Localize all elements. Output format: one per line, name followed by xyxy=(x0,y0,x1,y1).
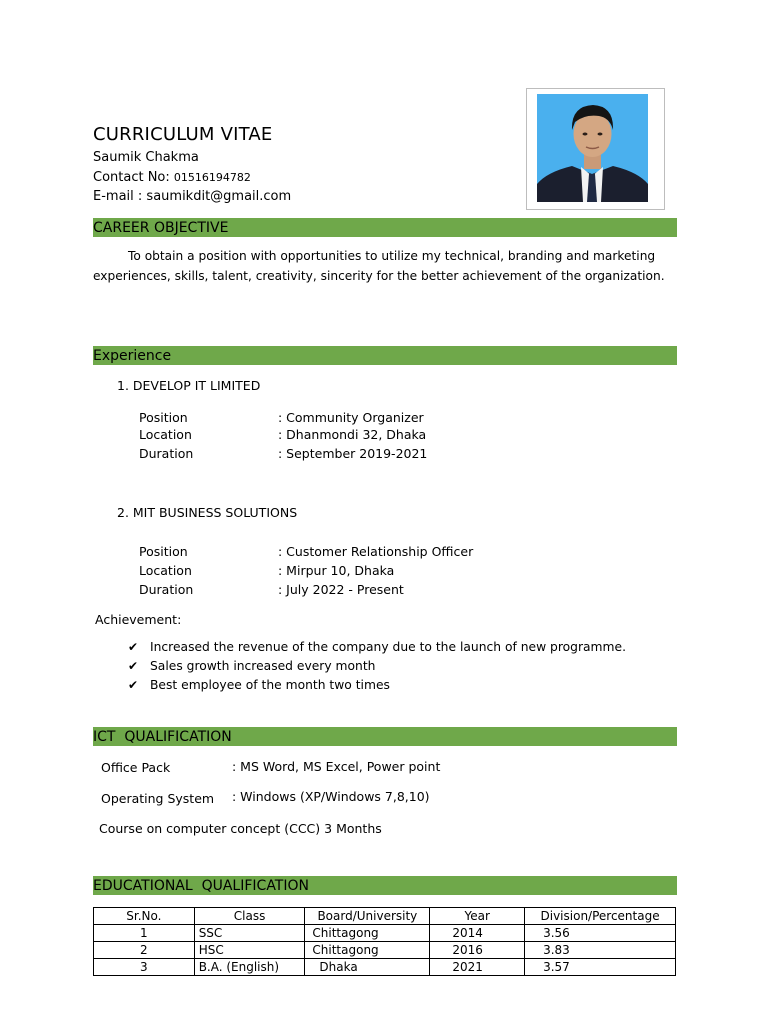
job-field-value: : Customer Relationship Officer xyxy=(278,544,474,559)
achievement-item xyxy=(128,640,626,654)
job-field-label: Duration xyxy=(139,582,194,597)
achievement-text: Sales growth increased every month xyxy=(150,659,376,673)
job-field-value: : September 2019-2021 xyxy=(278,446,428,461)
column-header: Division/Percentage xyxy=(525,908,676,925)
ict-heading: ICT QUALIFICATION xyxy=(93,727,677,746)
job-field-value: : Community Organizer xyxy=(278,410,424,425)
email-line xyxy=(93,189,291,204)
achievement-item xyxy=(128,678,390,692)
achievement-text: Best employee of the month two times xyxy=(150,678,390,692)
column-header: Board/University xyxy=(305,908,430,925)
job-2-company: 2. MIT BUSINESS SOLUTIONS xyxy=(117,505,298,520)
education-table xyxy=(93,907,676,976)
career-objective-heading: CAREER OBJECTIVE xyxy=(93,218,677,237)
cell-year: 2021 xyxy=(430,959,525,976)
job-field-value: : Dhanmondi 32, Dhaka xyxy=(278,427,427,442)
cell-division: 3.83 xyxy=(525,942,676,959)
operating-system-label: Operating System xyxy=(101,791,215,806)
job-field-label: Location xyxy=(139,563,192,578)
candidate-name: Saumik Chakma xyxy=(93,150,199,165)
cell-sr-no: 3 xyxy=(94,959,195,976)
job-field-label: Location xyxy=(139,427,192,442)
email-label: E-mail : xyxy=(93,189,143,204)
experience-heading: Experience xyxy=(93,346,677,365)
table-header-row xyxy=(94,908,676,925)
job-2-position-row xyxy=(0,544,768,562)
contact-value: 01516194782 xyxy=(173,171,251,184)
office-pack-value: : MS Word, MS Excel, Power point xyxy=(232,759,441,774)
job-field-value: : July 2022 - Present xyxy=(278,582,404,597)
career-objective-body: To obtain a position with opportunities to utilize my technical, branding and marketing experiences, skills, talent, creativity, sincerity for the better achievement of the organization. xyxy=(93,249,665,283)
job-1-location-row xyxy=(0,427,768,445)
cell-class: SSC xyxy=(194,925,305,942)
operating-system-value: : Windows (XP/Windows 7,8,10) xyxy=(232,789,430,804)
education-heading: EDUCATIONAL QUALIFICATION xyxy=(93,876,677,895)
cell-board: Chittagong xyxy=(305,942,430,959)
job-2-location-row xyxy=(0,563,768,581)
contact-line xyxy=(93,170,251,185)
contact-label: Contact No: xyxy=(93,170,170,185)
cell-board: Dhaka xyxy=(305,959,430,976)
checkmark-icon: ✔ xyxy=(128,640,139,654)
email-value: saumikdit@gmail.com xyxy=(146,189,292,204)
profile-photo-frame xyxy=(526,88,665,210)
cell-division: 3.57 xyxy=(525,959,676,976)
cell-sr-no: 1 xyxy=(94,925,195,942)
cell-year: 2016 xyxy=(430,942,525,959)
cell-sr-no: 2 xyxy=(94,942,195,959)
job-field-label: Position xyxy=(139,410,188,425)
job-1-company: 1. DEVELOP IT LIMITED xyxy=(117,378,261,393)
checkmark-icon: ✔ xyxy=(128,678,139,692)
cell-board: Chittagong xyxy=(305,925,430,942)
table-row xyxy=(94,942,676,959)
achievement-text: Increased the revenue of the company due to the launch of new programme. xyxy=(150,640,626,654)
cell-class: HSC xyxy=(194,942,305,959)
column-header: Sr.No. xyxy=(94,908,195,925)
cell-division: 3.56 xyxy=(525,925,676,942)
job-field-value: : Mirpur 10, Dhaka xyxy=(278,563,395,578)
cell-year: 2014 xyxy=(430,925,525,942)
career-objective-text xyxy=(93,247,677,286)
office-pack-label: Office Pack xyxy=(101,760,171,775)
person-portrait-icon xyxy=(537,94,648,202)
column-header: Class xyxy=(194,908,305,925)
cell-class: B.A. (English) xyxy=(194,959,305,976)
table-row xyxy=(94,959,676,976)
profile-photo xyxy=(537,94,648,202)
column-header: Year xyxy=(430,908,525,925)
table-row xyxy=(94,925,676,942)
page-title: CURRICULUM VITAE xyxy=(93,124,273,145)
achievement-item xyxy=(128,659,375,673)
job-1-position-row xyxy=(0,410,768,428)
job-2-duration-row xyxy=(0,582,768,600)
job-1-duration-row xyxy=(0,446,768,464)
checkmark-icon: ✔ xyxy=(128,659,139,673)
achievement-title: Achievement: xyxy=(95,612,182,627)
course-line: Course on computer concept (CCC) 3 Months xyxy=(99,821,382,836)
job-field-label: Position xyxy=(139,544,188,559)
job-field-label: Duration xyxy=(139,446,194,461)
